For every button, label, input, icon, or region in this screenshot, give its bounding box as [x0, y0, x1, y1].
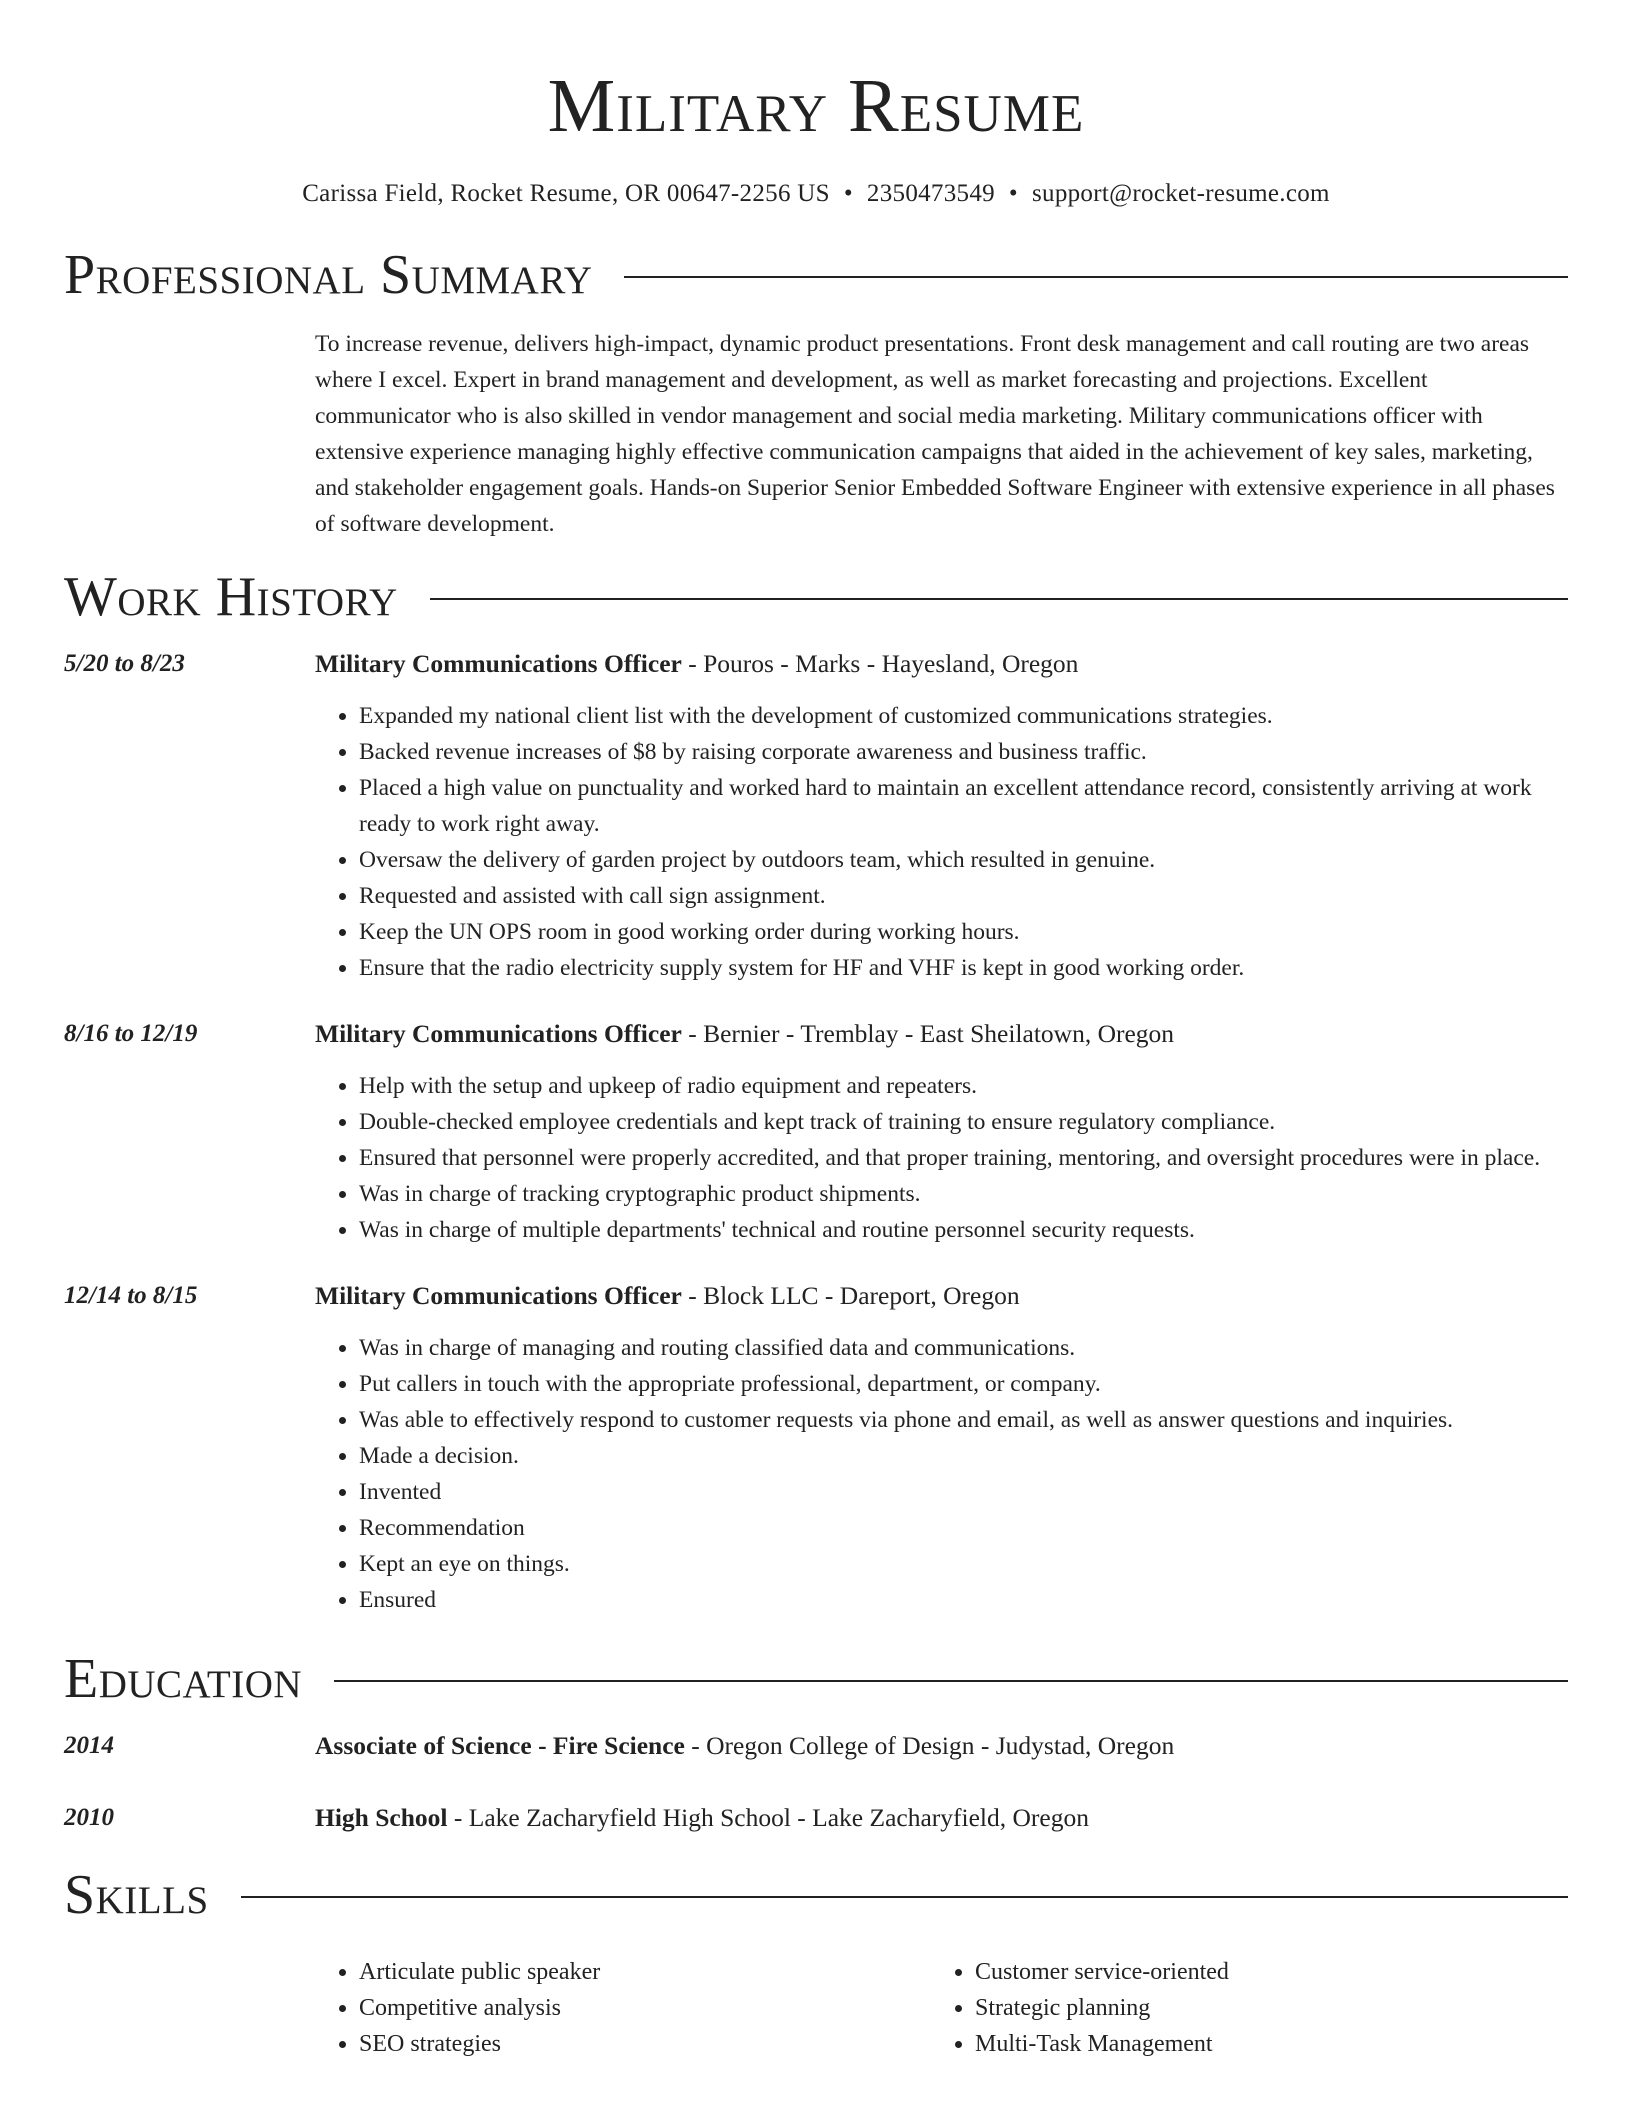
education-body	[315, 1800, 1568, 1836]
resume-page	[64, 0, 1568, 2112]
resume-title: Military Resume	[547, 64, 1085, 148]
job-bullet: • Recommendation	[359, 1510, 1568, 1546]
job-bullet: • Was in charge of multiple departments' technical and routine personnel security requests.	[359, 1212, 1568, 1248]
education-section-header	[64, 1646, 1568, 1712]
work-section-header	[64, 564, 1568, 630]
job-title: Military Communications Officer	[315, 1019, 682, 1048]
job-bullet: • Ensure that the radio electricity supply system for HF and VHF is kept in good working order.	[359, 950, 1568, 986]
job-title: Military Communications Officer	[315, 1281, 682, 1310]
work-heading-line	[315, 1016, 1568, 1052]
job-bullet: • Was in charge of tracking cryptographic product shipments.	[359, 1176, 1568, 1212]
skill-item: • Articulate public speaker	[359, 1954, 931, 1990]
job-bullet: • Placed a high value on punctuality and worked hard to maintain an excellent attendance record, consistently arriving at work ready to work right away.	[359, 770, 1568, 842]
work-entry	[64, 1278, 1568, 1618]
skills-column-right	[931, 1954, 1547, 2062]
section-divider	[241, 1896, 1568, 1898]
section-divider	[334, 1680, 1568, 1682]
work-history-list	[64, 646, 1568, 1618]
contact-line	[64, 178, 1568, 210]
job-bullets	[315, 1330, 1568, 1618]
job-bullet: • Kept an eye on things.	[359, 1546, 1568, 1582]
work-heading: Work History	[64, 566, 398, 628]
summary-heading: Professional Summary	[64, 244, 593, 306]
job-bullet: • Help with the setup and upkeep of radio equipment and repeaters.	[359, 1068, 1568, 1104]
education-entry	[64, 1800, 1568, 1836]
education-year: 2014	[64, 1732, 114, 1759]
job-bullet: • Oversaw the delivery of garden project by outdoors team, which resulted in genuine.	[359, 842, 1568, 878]
work-entry	[64, 646, 1568, 986]
job-bullets	[315, 1068, 1568, 1248]
work-entry	[64, 1016, 1568, 1248]
skills-heading: Skills	[64, 1864, 209, 1926]
work-heading-line	[315, 646, 1568, 682]
work-body	[315, 646, 1568, 986]
job-bullet: • Backed revenue increases of $8 by raising corporate awareness and business traffic.	[359, 734, 1568, 770]
job-employer-location: - Block LLC - Dareport, Oregon	[681, 1281, 1020, 1310]
job-bullet: • Ensured	[359, 1582, 1568, 1618]
skill-item: • Competitive analysis	[359, 1990, 931, 2026]
job-title: Military Communications Officer	[315, 649, 682, 678]
job-bullet: • Was in charge of managing and routing classified data and communications.	[359, 1330, 1568, 1366]
education-heading: Education	[64, 1648, 303, 1710]
work-dates: 5/20 to 8/23	[64, 650, 185, 677]
skill-item: • Strategic planning	[975, 1990, 1547, 2026]
contact-separator: •	[1008, 180, 1018, 207]
contact-separator: •	[843, 180, 853, 207]
education-degree: High School	[315, 1803, 448, 1832]
job-bullet: • Expanded my national client list with the development of customized communications strategies.	[359, 698, 1568, 734]
education-year: 2010	[64, 1804, 114, 1831]
section-divider	[430, 598, 1568, 600]
section-divider	[624, 276, 1568, 278]
job-bullet: • Put callers in touch with the appropriate professional, department, or company.	[359, 1366, 1568, 1402]
summary-section-header	[64, 242, 1568, 308]
work-dates: 8/16 to 12/19	[64, 1020, 198, 1047]
job-bullet: • Was able to effectively respond to customer requests via phone and email, as well as answer questions and inquiries.	[359, 1402, 1568, 1438]
education-degree: Associate of Science - Fire Science	[315, 1731, 685, 1760]
work-heading-line	[315, 1278, 1568, 1314]
job-bullet: • Made a decision.	[359, 1438, 1568, 1474]
job-bullet: • Double-checked employee credentials and kept track of training to ensure regulatory compliance.	[359, 1104, 1568, 1140]
job-employer-location: - Pouros - Marks - Hayesland, Oregon	[681, 649, 1079, 678]
education-details: - Lake Zacharyfield High School - Lake Zacharyfield, Oregon	[447, 1803, 1089, 1832]
skill-item: • Multi-Task Management	[975, 2026, 1547, 2062]
work-body	[315, 1016, 1568, 1248]
education-details: - Oregon College of Design - Judystad, Oregon	[684, 1731, 1175, 1760]
job-bullets	[315, 698, 1568, 986]
skill-item: • SEO strategies	[359, 2026, 931, 2062]
job-bullet: • Requested and assisted with call sign assignment.	[359, 878, 1568, 914]
contact-phone: 2350473549	[866, 180, 995, 207]
job-bullet: • Invented	[359, 1474, 1568, 1510]
education-heading-line	[315, 1728, 1568, 1764]
job-bullet: • Ensured that personnel were properly accredited, and that proper training, mentoring, and oversight procedures were in place.	[359, 1140, 1568, 1176]
contact-email: support@rocket-resume.com	[1031, 180, 1330, 207]
work-body	[315, 1278, 1568, 1618]
skills-column-left	[315, 1954, 931, 2062]
job-employer-location: - Bernier - Tremblay - East Sheilatown, Oregon	[681, 1019, 1175, 1048]
education-entry	[64, 1728, 1568, 1764]
education-heading-line	[315, 1800, 1568, 1836]
skills-list	[315, 1954, 1568, 2062]
education-body	[315, 1728, 1568, 1764]
skills-section-header	[64, 1862, 1568, 1928]
work-dates: 12/14 to 8/15	[64, 1282, 198, 1309]
job-bullet: • Keep the UN OPS room in good working order during working hours.	[359, 914, 1568, 950]
summary-text: To increase revenue, delivers high-impact, dynamic product presentations. Front desk management and call routing are two areas where I excel. Expert in brand management and development, as well as market forecasting and projections. Excellent communicator who is also skilled in vendor management and social media marketing. Military communications officer with extensive experience managing highly effective communication campaigns that aided in the achievement of key sales, marketing, and stakeholder engagement goals. Hands-on Superior Senior Embedded Software Engineer with extensive experience in all phases of software development.	[315, 331, 1555, 537]
contact-address: Carissa Field, Rocket Resume, OR 00647-2256 US	[302, 180, 830, 207]
skill-item: • Customer service-oriented	[975, 1954, 1547, 1990]
